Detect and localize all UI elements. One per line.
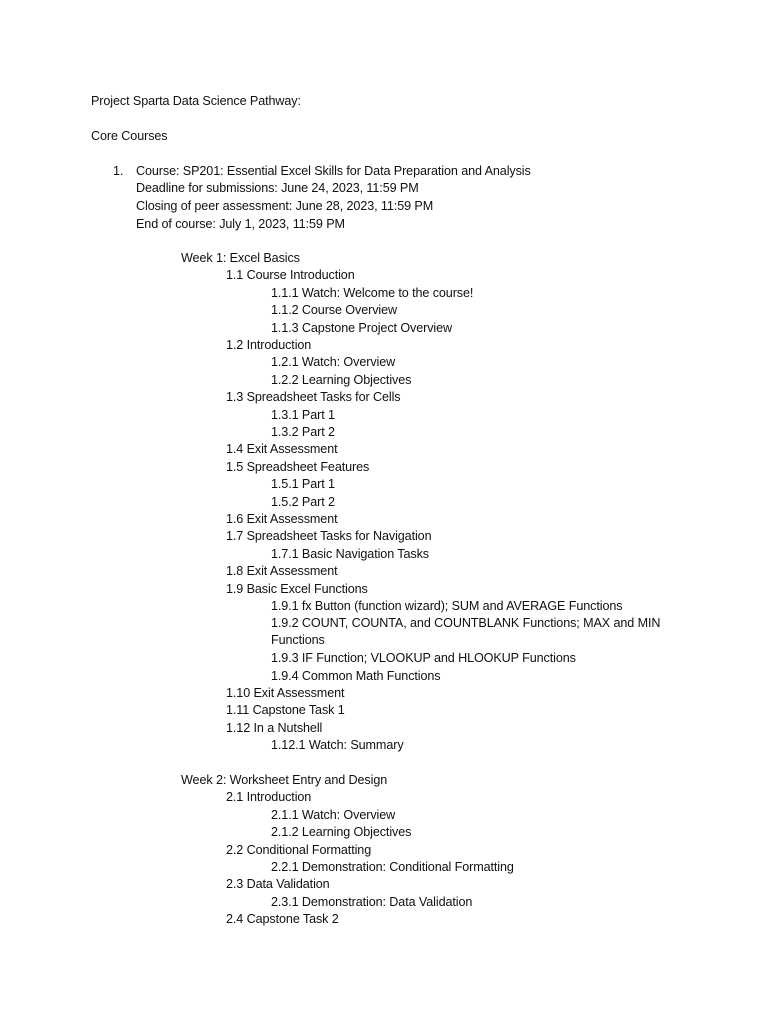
section-heading: Core Courses	[91, 129, 168, 143]
outline-item: 1.10 Exit Assessment	[226, 686, 345, 700]
outline-item: 1.4 Exit Assessment	[226, 442, 338, 456]
document-title: Project Sparta Data Science Pathway:	[91, 94, 301, 108]
outline-subitem: 2.3.1 Demonstration: Data Validation	[271, 895, 473, 909]
outline-subitem: 1.9.4 Common Math Functions	[271, 669, 441, 683]
course-name: Course: SP201: Essential Excel Skills for Data Preparation and Analysis	[136, 164, 531, 178]
outline-subitem: 1.1.3 Capstone Project Overview	[271, 321, 452, 335]
peer-assessment-close-text: Closing of peer assessment: June 28, 2023, 11:59 PM	[136, 199, 434, 213]
outline-item: 1.6 Exit Assessment	[226, 512, 338, 526]
outline-subitem: 1.2.2 Learning Objectives	[271, 373, 412, 387]
outline-item: 2.2 Conditional Formatting	[226, 843, 372, 857]
outline-subitem: 1.3.2 Part 2	[271, 425, 335, 439]
outline-subitem: 1.9.3 IF Function; VLOOKUP and HLOOKUP Functions	[271, 651, 576, 665]
outline-item: 1.1 Course Introduction	[226, 268, 355, 282]
outline-subitem: 1.5.1 Part 1	[271, 477, 335, 491]
outline-item: 1.5 Spreadsheet Features	[226, 460, 370, 474]
outline-item: 2.3 Data Validation	[226, 877, 330, 891]
outline-subitem: 1.1.1 Watch: Welcome to the course!	[271, 286, 474, 300]
week-heading: Week 2: Worksheet Entry and Design	[181, 773, 388, 787]
outline-subitem: 2.2.1 Demonstration: Conditional Formatting	[271, 860, 514, 874]
outline-subitem: 1.5.2 Part 2	[271, 495, 335, 509]
outline-subitem: 2.1.1 Watch: Overview	[271, 808, 396, 822]
outline-item: 1.11 Capstone Task 1	[226, 703, 345, 717]
outline-item: 1.7 Spreadsheet Tasks for Navigation	[226, 529, 432, 543]
outline-item: 2.4 Capstone Task 2	[226, 912, 339, 926]
outline-subitem: 1.12.1 Watch: Summary	[271, 738, 404, 752]
week-heading: Week 1: Excel Basics	[181, 251, 300, 265]
deadline-text: Deadline for submissions: June 24, 2023, 11:59 PM	[136, 181, 419, 195]
outline-subitem: 1.2.1 Watch: Overview	[271, 355, 396, 369]
outline-subitem: 1.3.1 Part 1	[271, 408, 335, 422]
outline-item: 1.2 Introduction	[226, 338, 312, 352]
list-number: 1.	[113, 164, 124, 178]
outline-item: 2.1 Introduction	[226, 790, 312, 804]
outline-subitem: 1.9.2 COUNT, COUNTA, and COUNTBLANK Functions; MAX and MIN Functions	[271, 616, 661, 647]
outline-subitem: 2.1.2 Learning Objectives	[271, 825, 412, 839]
outline-subitem: 1.7.1 Basic Navigation Tasks	[271, 547, 429, 561]
outline-subitem: 1.9.1 fx Button (function wizard); SUM and AVERAGE Functions	[271, 599, 623, 613]
outline-subitem: 1.1.2 Course Overview	[271, 303, 397, 317]
outline-item: 1.9 Basic Excel Functions	[226, 582, 368, 596]
outline-item: 1.12 In a Nutshell	[226, 721, 323, 735]
course-end-text: End of course: July 1, 2023, 11:59 PM	[136, 217, 345, 231]
outline-item: 1.8 Exit Assessment	[226, 564, 338, 578]
outline-item: 1.3 Spreadsheet Tasks for Cells	[226, 390, 401, 404]
